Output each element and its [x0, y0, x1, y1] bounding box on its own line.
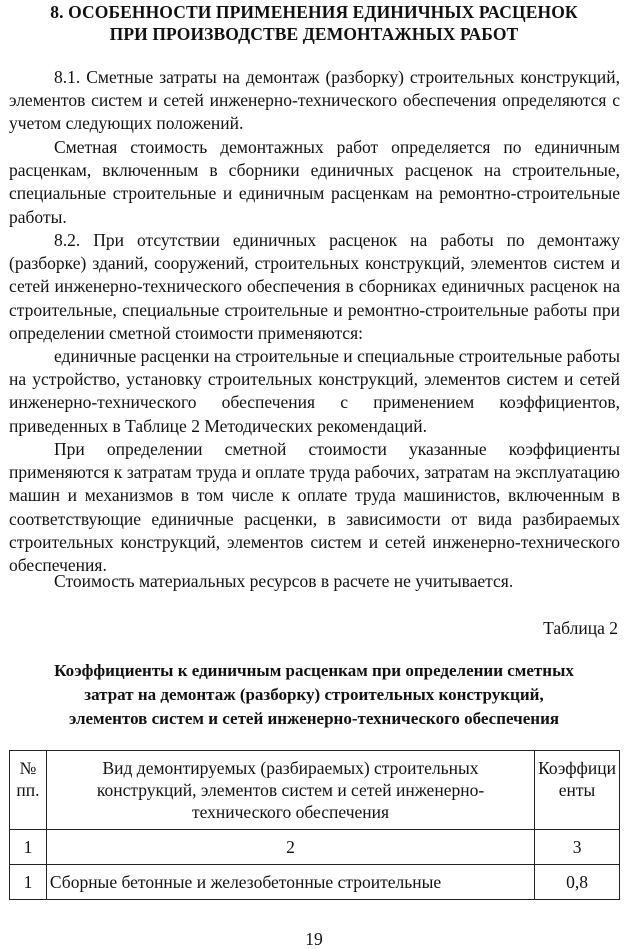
section-heading-line-1: 8. ОСОБЕННОСТИ ПРИМЕНЕНИЯ ЕДИНИЧНЫХ РАСЦЕНОК [50, 2, 578, 22]
cell-number: 1 [10, 830, 47, 865]
paragraph-materials-cost: Стоимость материальных ресурсов в расчете не учитывается. [54, 571, 514, 591]
table-header-row [10, 751, 620, 830]
coefficients-table [9, 750, 620, 900]
cell-number: 1 [10, 865, 47, 900]
section-heading-line-2: ПРИ ПРОИЗВОДСТВЕ ДЕМОНТАЖНЫХ РАБОТ [109, 24, 519, 44]
paragraph-8-2: 8.2. При отсутствии единичных расценок на работы по демонтажу (разборке) зданий, сооружений, строительных конструкций, элементов систем и сетей инженерно-технического обеспечения в сборниках единичных расценок на строительные, специальные строительные и ремонтно-строительные работы при определении сметной стоимости применяются: [9, 230, 620, 343]
table-title-line-1: Коэффициенты к единичным расценкам при определении сметных [54, 661, 574, 680]
header-construction-type: Вид демонтируемых (разбираемых) строительных конструкций, элементов систем и сетей инженерно- технического обеспечения [46, 751, 534, 830]
header-number: № пп. [10, 751, 47, 830]
table-title-line-3: элементов систем и сетей инженерно-технического обеспечения [68, 709, 560, 728]
cell-coefficient: 0,8 [535, 865, 620, 900]
cell-type: Сборные бетонные и железобетонные строительные [46, 865, 534, 900]
paragraph-8-1: 8.1. Сметные затраты на демонтаж (разборку) строительных конструкций, элементов систем и сетей инженерно-технического обеспечения определяются с учетом следующих положений. [9, 67, 620, 134]
table-row [10, 865, 620, 900]
paragraph-cost-determination: Сметная стоимость демонтажных работ определяется по единичным расценкам, включенным в сборники единичных расценок на строительные, специальные строительные и единичным расценкам на ремонтно-строительные работы. [9, 137, 620, 227]
table-label: Таблица 2 [543, 618, 618, 638]
table-title-line-2: затрат на демонтаж (разборку) строительных конструкций, [84, 685, 544, 704]
cell-type: 2 [46, 830, 534, 865]
paragraph-coefficients-application: При определении сметной стоимости указанные коэффициенты применяются к затратам труда и оплате труда рабочих, затратам на эксплуатацию машин и механизмов в том числе к оплате труда машинистов, включенным в соответствующие единичные расценки, в зависимости от вида разбираемых строительных конструкций, элементов систем и сетей инженерно-технического обеспечения. [9, 439, 620, 576]
cell-coefficient: 3 [535, 830, 620, 865]
table-row [10, 830, 620, 865]
page-number: 19 [305, 929, 323, 949]
paragraph-unit-rates: единичные расценки на строительные и специальные строительные работы на устройство, установку строительных конструкций, элементов систем и сетей инженерно-технического обеспечения с применением коэффициентов, приведенных в Таблице 2 Методических рекомендаций. [9, 346, 620, 436]
header-coefficients: Коэффици енты [535, 751, 620, 830]
